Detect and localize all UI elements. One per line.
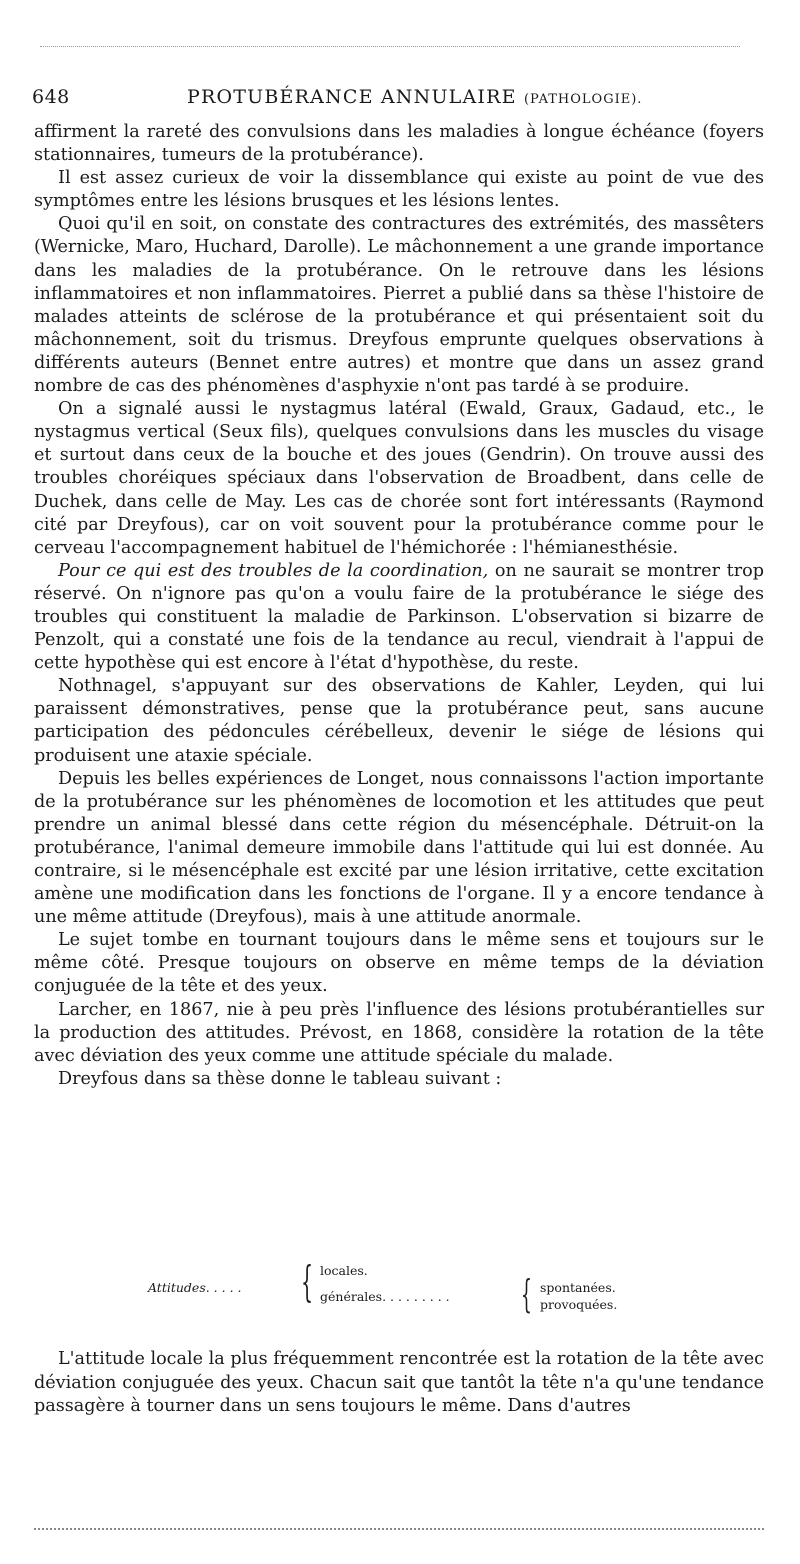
running-title-main: PROTUBÉRANCE ANNULAIRE <box>187 86 517 108</box>
paragraph: Depuis les belles expériences de Longet, nous connaissons l'action importante de la protubérance sur les phénomènes de locomotion et les attitudes que peut prendre un animal blessé dans cette région du mésencéphale. Détruit-on la protubérance, l'animal demeure immobile dans l'attitude qui lui est donnée. Au contraire, si le mésencéphale est excité par une lésion irritative, cette excitation amène une modification dans les fonctions de l'organe. Il y a encore tendance à une même attitude (Dreyfous), mais à une attitude anormale. <box>34 768 764 928</box>
paragraph: Nothnagel, s'appuyant sur des observations de Kahler, Leyden, qui lui paraissent démonstratives, pense que la protubérance peut, sans aucune participation des pédoncules cérébelleux, devenir le siége de lésions qui produisent une ataxie spéciale. <box>34 676 764 766</box>
paragraph: On a signalé aussi le nystagmus latéral (Ewald, Graux, Gadaud, etc., le nystagmus vertical (Seux fils), quelques convulsions dans les muscles du visage et surtout dans ceux de la bouche et des joues (Gendrin). On trouve aussi des troubles choréiques spéciaux dans l'observation de Broadbent, dans celle de Duchek, dans celle de May. Les cas de chorée sont fort intéressants (Raymond cité par Dreyfous), car on voit souvent pour la protubérance comme pour le cerveau l'accompagnement habituel de l'hémichorée : l'hémianesthésie. <box>34 399 764 558</box>
body-text-continued <box>34 1348 764 1419</box>
page-header <box>32 86 772 116</box>
paragraph: Quoi qu'il en soit, on constate des contractures des extrémités, des massêters (Wernicke, Maro, Huchard, Darolle). Le mâchonnement a une grande importance dans les maladies de la protubérance. On le retrouve dans les lésions inflammatoires et non inflammatoires. Pierret a publié dans sa thèse l'histoire de malades atteints de sclérose de la protubérance et qui présentaient soit du mâchonnement, soit du trismus. Dreyfous emprunte quelques observations à différents auteurs (Bennet entre autres) et montre que dans un assez grand nombre de cas des phénomènes d'asphyxie n'ont pas tardé à se produire. <box>34 214 764 397</box>
paragraph-rest: on ne saurait se montrer trop réservé. On n'ignore pas qu'on a voulu faire de la protubérance le siége des troubles qui constituent la maladie de Parkinson. L'observation si bizarre de Penzolt, qui a constaté une fois de la tendance au recul, viendrait à l'appui de cette hypothèse qui est encore à l'état d'hypothèse, du reste. <box>34 560 764 674</box>
running-title-section: (PATHOLOGIE). <box>523 92 643 107</box>
table-branch-generales: générales. . . . . . . . . <box>320 1289 450 1304</box>
brace-icon: { <box>521 1272 532 1316</box>
running-title <box>187 86 642 108</box>
paragraph: affirment la rareté des convulsions dans les maladies à longue échéance (foyers stationnaires, tumeurs de la protubérance). <box>34 122 764 166</box>
attitudes-table <box>148 1257 648 1319</box>
italic-lead: Pour ce qui est des troubles de la coordination, <box>58 560 489 581</box>
scan-artifact-top <box>40 46 740 48</box>
scan-artifact-bottom <box>34 1528 764 1531</box>
paragraph: Il est assez curieux de voir la dissemblance qui existe au point de vue des symptômes entre les lésions brusques et les lésions lentes. <box>34 168 764 212</box>
brace-icon: { <box>301 1257 314 1306</box>
paragraph: Dreyfous dans sa thèse donne le tableau suivant : <box>58 1068 502 1089</box>
table-branch-locales: locales. <box>320 1263 368 1278</box>
paragraph-coordination <box>34 560 764 675</box>
table-leaf-provoquees: provoquées. <box>540 1297 618 1312</box>
paragraph: Le sujet tombe en tournant toujours dans le même sens et toujours sur le même côté. Presque toujours on observe en même temps de la déviation conjuguée de la tête et des yeux. <box>34 930 764 997</box>
body-text <box>34 121 764 1091</box>
paragraph: Larcher, en 1867, nie à peu près l'influence des lésions protubérantielles sur la production des attitudes. Prévost, en 1868, considère la rotation de la tête avec déviation des yeux comme une attitude spéciale du malade. <box>34 999 764 1066</box>
table-leaf-spontanees: spontanées. <box>540 1280 616 1295</box>
page-number: 648 <box>32 86 70 108</box>
table-root-label: Attitudes. . . . . <box>148 1280 242 1295</box>
paragraph: L'attitude locale la plus fréquemment rencontrée est la rotation de la tête avec déviation conjuguée des yeux. Chacun sait que tantôt la tête n'a qu'une tendance passagère à tourner dans un sens toujours le même. Dans d'autres <box>34 1349 764 1416</box>
